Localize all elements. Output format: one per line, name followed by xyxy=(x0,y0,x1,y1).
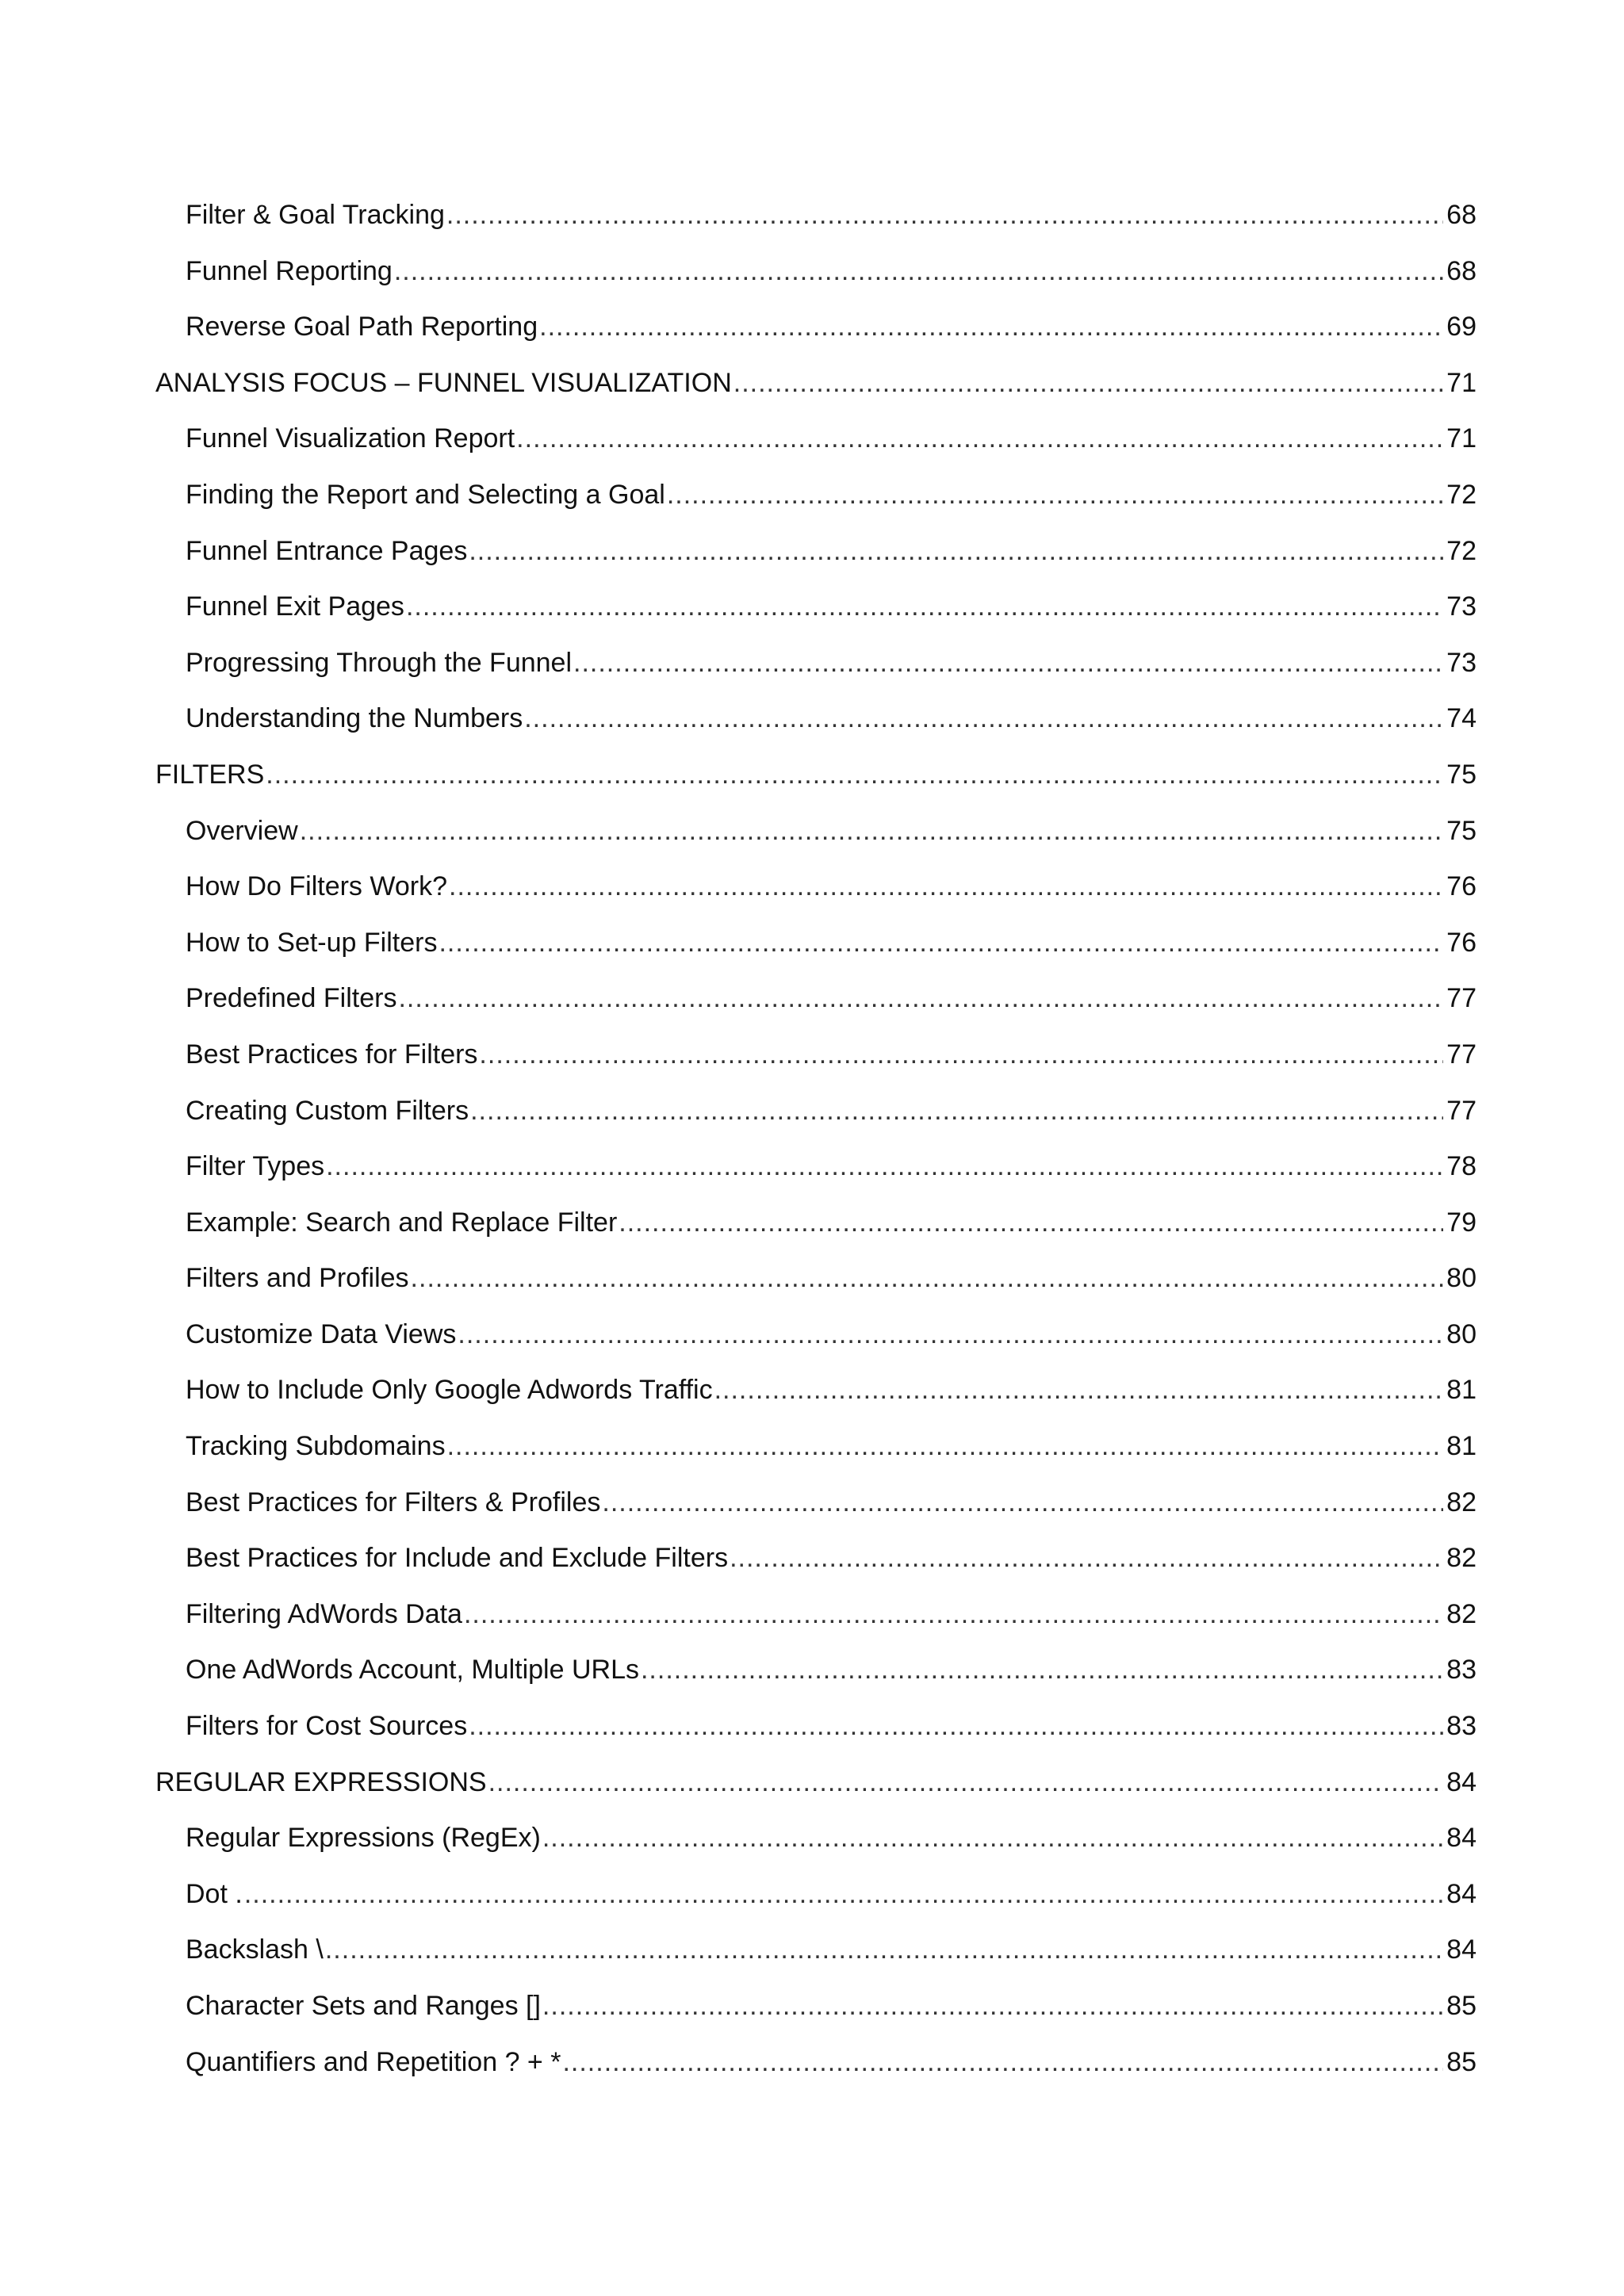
toc-entry-page-number: 84 xyxy=(1446,1823,1477,1854)
toc-entry-title: Filter & Goal Tracking xyxy=(186,200,445,230)
toc-subsection-entry[interactable] xyxy=(155,1810,1477,1866)
toc-entry-page-number: 71 xyxy=(1446,367,1477,398)
toc-entry-title: Funnel Entrance Pages xyxy=(186,535,468,566)
toc-entry-page-number: 84 xyxy=(1446,1766,1477,1797)
toc-entry-page-number: 82 xyxy=(1446,1487,1477,1517)
toc-entry-title: Funnel Exit Pages xyxy=(186,591,404,622)
toc-subsection-entry[interactable] xyxy=(155,1978,1477,2034)
toc-entry-title: How Do Filters Work? xyxy=(186,871,447,902)
toc-dot-leader xyxy=(479,1027,1443,1083)
toc-dot-leader xyxy=(469,523,1443,580)
toc-subsection-entry[interactable] xyxy=(155,859,1477,915)
toc-dot-leader xyxy=(730,1530,1443,1586)
toc-subsection-entry[interactable] xyxy=(155,1083,1477,1139)
toc-dot-leader xyxy=(449,859,1443,915)
toc-entry-page-number: 77 xyxy=(1446,1039,1477,1070)
toc-dot-leader xyxy=(602,1475,1443,1531)
toc-dot-leader xyxy=(516,411,1443,467)
toc-dot-leader xyxy=(733,355,1443,411)
toc-subsection-entry[interactable] xyxy=(155,970,1477,1027)
toc-entry-title: Filters for Cost Sources xyxy=(186,1711,468,1742)
toc-entry-title: How to Include Only Google Adwords Traffic xyxy=(186,1375,713,1406)
toc-entry-title: Progressing Through the Funnel xyxy=(186,647,573,678)
toc-dot-leader xyxy=(411,1250,1443,1307)
toc-entry-page-number: 76 xyxy=(1446,927,1477,958)
toc-dot-leader xyxy=(542,1810,1443,1866)
toc-entry-title: Filtering AdWords Data xyxy=(186,1598,462,1629)
toc-subsection-entry[interactable] xyxy=(155,579,1477,635)
toc-entry-title: Funnel Visualization Report xyxy=(186,423,515,454)
toc-entry-page-number: 83 xyxy=(1446,1655,1477,1686)
toc-subsection-entry[interactable] xyxy=(155,1922,1477,1978)
toc-subsection-entry[interactable] xyxy=(155,1866,1477,1923)
toc-dot-leader xyxy=(458,1307,1443,1363)
toc-dot-leader xyxy=(619,1195,1443,1251)
toc-entry-page-number: 80 xyxy=(1446,1263,1477,1294)
toc-entry-title: Reverse Goal Path Reporting xyxy=(186,312,538,342)
toc-entry-title: Predefined Filters xyxy=(186,983,397,1014)
toc-entry-title: Best Practices for Include and Exclude Filters xyxy=(186,1543,729,1574)
toc-dot-leader xyxy=(300,803,1443,859)
toc-dot-leader xyxy=(542,1978,1443,2034)
toc-subsection-entry[interactable] xyxy=(155,691,1477,747)
toc-entry-page-number: 75 xyxy=(1446,759,1477,790)
toc-subsection-entry[interactable] xyxy=(155,1250,1477,1307)
toc-subsection-entry[interactable] xyxy=(155,2034,1477,2091)
toc-subsection-entry[interactable] xyxy=(155,915,1477,971)
toc-entry-title: Creating Custom Filters xyxy=(186,1095,469,1126)
toc-subsection-entry[interactable] xyxy=(155,1307,1477,1363)
toc-entry-page-number: 78 xyxy=(1446,1151,1477,1182)
toc-subsection-entry[interactable] xyxy=(155,1475,1477,1531)
toc-dot-leader xyxy=(562,2034,1443,2091)
toc-entry-page-number: 80 xyxy=(1446,1318,1477,1349)
toc-entry-title: Backslash \ xyxy=(186,1934,324,1965)
toc-entry-page-number: 75 xyxy=(1446,815,1477,846)
toc-subsection-entry[interactable] xyxy=(155,1362,1477,1418)
table-of-contents xyxy=(155,187,1477,2090)
toc-entry-title: Funnel Reporting xyxy=(186,255,393,286)
toc-section-entry[interactable] xyxy=(155,355,1477,411)
toc-entry-title: Example: Search and Replace Filter xyxy=(186,1207,618,1238)
toc-dot-leader xyxy=(524,691,1443,747)
toc-dot-leader xyxy=(667,467,1443,523)
toc-entry-title: Understanding the Numbers xyxy=(186,703,523,734)
toc-entry-page-number: 82 xyxy=(1446,1598,1477,1629)
toc-entry-page-number: 73 xyxy=(1446,647,1477,678)
toc-entry-page-number: 72 xyxy=(1446,535,1477,566)
toc-entry-page-number: 85 xyxy=(1446,1991,1477,2021)
toc-dot-leader xyxy=(488,1755,1443,1811)
toc-dot-leader xyxy=(326,1138,1443,1195)
toc-section-entry[interactable] xyxy=(155,747,1477,803)
toc-dot-leader xyxy=(470,1083,1443,1139)
toc-entry-title: Customize Data Views xyxy=(186,1318,457,1349)
toc-entry-title: Finding the Report and Selecting a Goal xyxy=(186,479,665,510)
toc-subsection-entry[interactable] xyxy=(155,467,1477,523)
toc-subsection-entry[interactable] xyxy=(155,187,1477,243)
toc-dot-leader xyxy=(464,1586,1443,1643)
toc-entry-title: Tracking Subdomains xyxy=(186,1431,446,1462)
toc-dot-leader xyxy=(714,1362,1443,1418)
toc-entry-title: Filters and Profiles xyxy=(186,1263,409,1294)
toc-dot-leader xyxy=(244,1866,1443,1923)
toc-entry-title: Filter Types xyxy=(186,1151,325,1182)
toc-subsection-entry[interactable] xyxy=(155,299,1477,355)
toc-entry-page-number: 71 xyxy=(1446,423,1477,454)
toc-entry-title: Best Practices for Filters & Profiles xyxy=(186,1487,601,1517)
toc-entry-title: Dot . xyxy=(186,1878,243,1909)
toc-dot-leader xyxy=(447,1418,1443,1475)
toc-subsection-entry[interactable] xyxy=(155,411,1477,467)
toc-entry-page-number: 84 xyxy=(1446,1934,1477,1965)
toc-entry-title: How to Set-up Filters xyxy=(186,927,438,958)
toc-entry-page-number: 79 xyxy=(1446,1207,1477,1238)
toc-dot-leader xyxy=(439,915,1443,971)
toc-entry-title: Character Sets and Ranges [] xyxy=(186,1991,541,2021)
toc-entry-title: Quantifiers and Repetition ? + * xyxy=(186,2046,561,2077)
toc-subsection-entry[interactable] xyxy=(155,1195,1477,1251)
toc-entry-page-number: 81 xyxy=(1446,1431,1477,1462)
toc-section-entry[interactable] xyxy=(155,1755,1477,1811)
toc-dot-leader xyxy=(641,1642,1443,1698)
toc-entry-page-number: 83 xyxy=(1446,1711,1477,1742)
toc-dot-leader xyxy=(469,1698,1443,1755)
toc-entry-page-number: 72 xyxy=(1446,479,1477,510)
toc-subsection-entry[interactable] xyxy=(155,1586,1477,1643)
toc-dot-leader xyxy=(325,1922,1443,1978)
toc-dot-leader xyxy=(394,243,1443,300)
toc-entry-page-number: 68 xyxy=(1446,200,1477,230)
toc-entry-page-number: 82 xyxy=(1446,1543,1477,1574)
toc-entry-page-number: 69 xyxy=(1446,312,1477,342)
toc-dot-leader xyxy=(406,579,1443,635)
toc-dot-leader xyxy=(539,299,1443,355)
toc-dot-leader xyxy=(446,187,1443,243)
toc-subsection-entry[interactable] xyxy=(155,1642,1477,1698)
toc-entry-page-number: 81 xyxy=(1446,1375,1477,1406)
toc-subsection-entry[interactable] xyxy=(155,243,1477,300)
toc-entry-page-number: 76 xyxy=(1446,871,1477,902)
toc-entry-title: ANALYSIS FOCUS – FUNNEL VISUALIZATION xyxy=(155,367,732,398)
toc-entry-title: FILTERS xyxy=(155,759,265,790)
toc-entry-title: REGULAR EXPRESSIONS xyxy=(155,1766,487,1797)
toc-entry-page-number: 77 xyxy=(1446,1095,1477,1126)
toc-entry-title: One AdWords Account, Multiple URLs xyxy=(186,1655,639,1686)
toc-subsection-entry[interactable] xyxy=(155,523,1477,580)
toc-subsection-entry[interactable] xyxy=(155,803,1477,859)
toc-dot-leader xyxy=(573,635,1443,691)
toc-subsection-entry[interactable] xyxy=(155,635,1477,691)
toc-dot-leader xyxy=(266,747,1443,803)
toc-entry-title: Best Practices for Filters xyxy=(186,1039,478,1070)
toc-entry-page-number: 68 xyxy=(1446,255,1477,286)
toc-entry-page-number: 77 xyxy=(1446,983,1477,1014)
toc-subsection-entry[interactable] xyxy=(155,1138,1477,1195)
toc-entry-title: Regular Expressions (RegEx) xyxy=(186,1823,541,1854)
toc-subsection-entry[interactable] xyxy=(155,1027,1477,1083)
toc-entry-page-number: 85 xyxy=(1446,2046,1477,2077)
toc-entry-title: Overview xyxy=(186,815,298,846)
toc-entry-page-number: 73 xyxy=(1446,591,1477,622)
toc-subsection-entry[interactable] xyxy=(155,1418,1477,1475)
toc-dot-leader xyxy=(398,970,1443,1027)
toc-subsection-entry[interactable] xyxy=(155,1530,1477,1586)
toc-entry-page-number: 74 xyxy=(1446,703,1477,734)
toc-entry-page-number: 84 xyxy=(1446,1878,1477,1909)
toc-subsection-entry[interactable] xyxy=(155,1698,1477,1755)
